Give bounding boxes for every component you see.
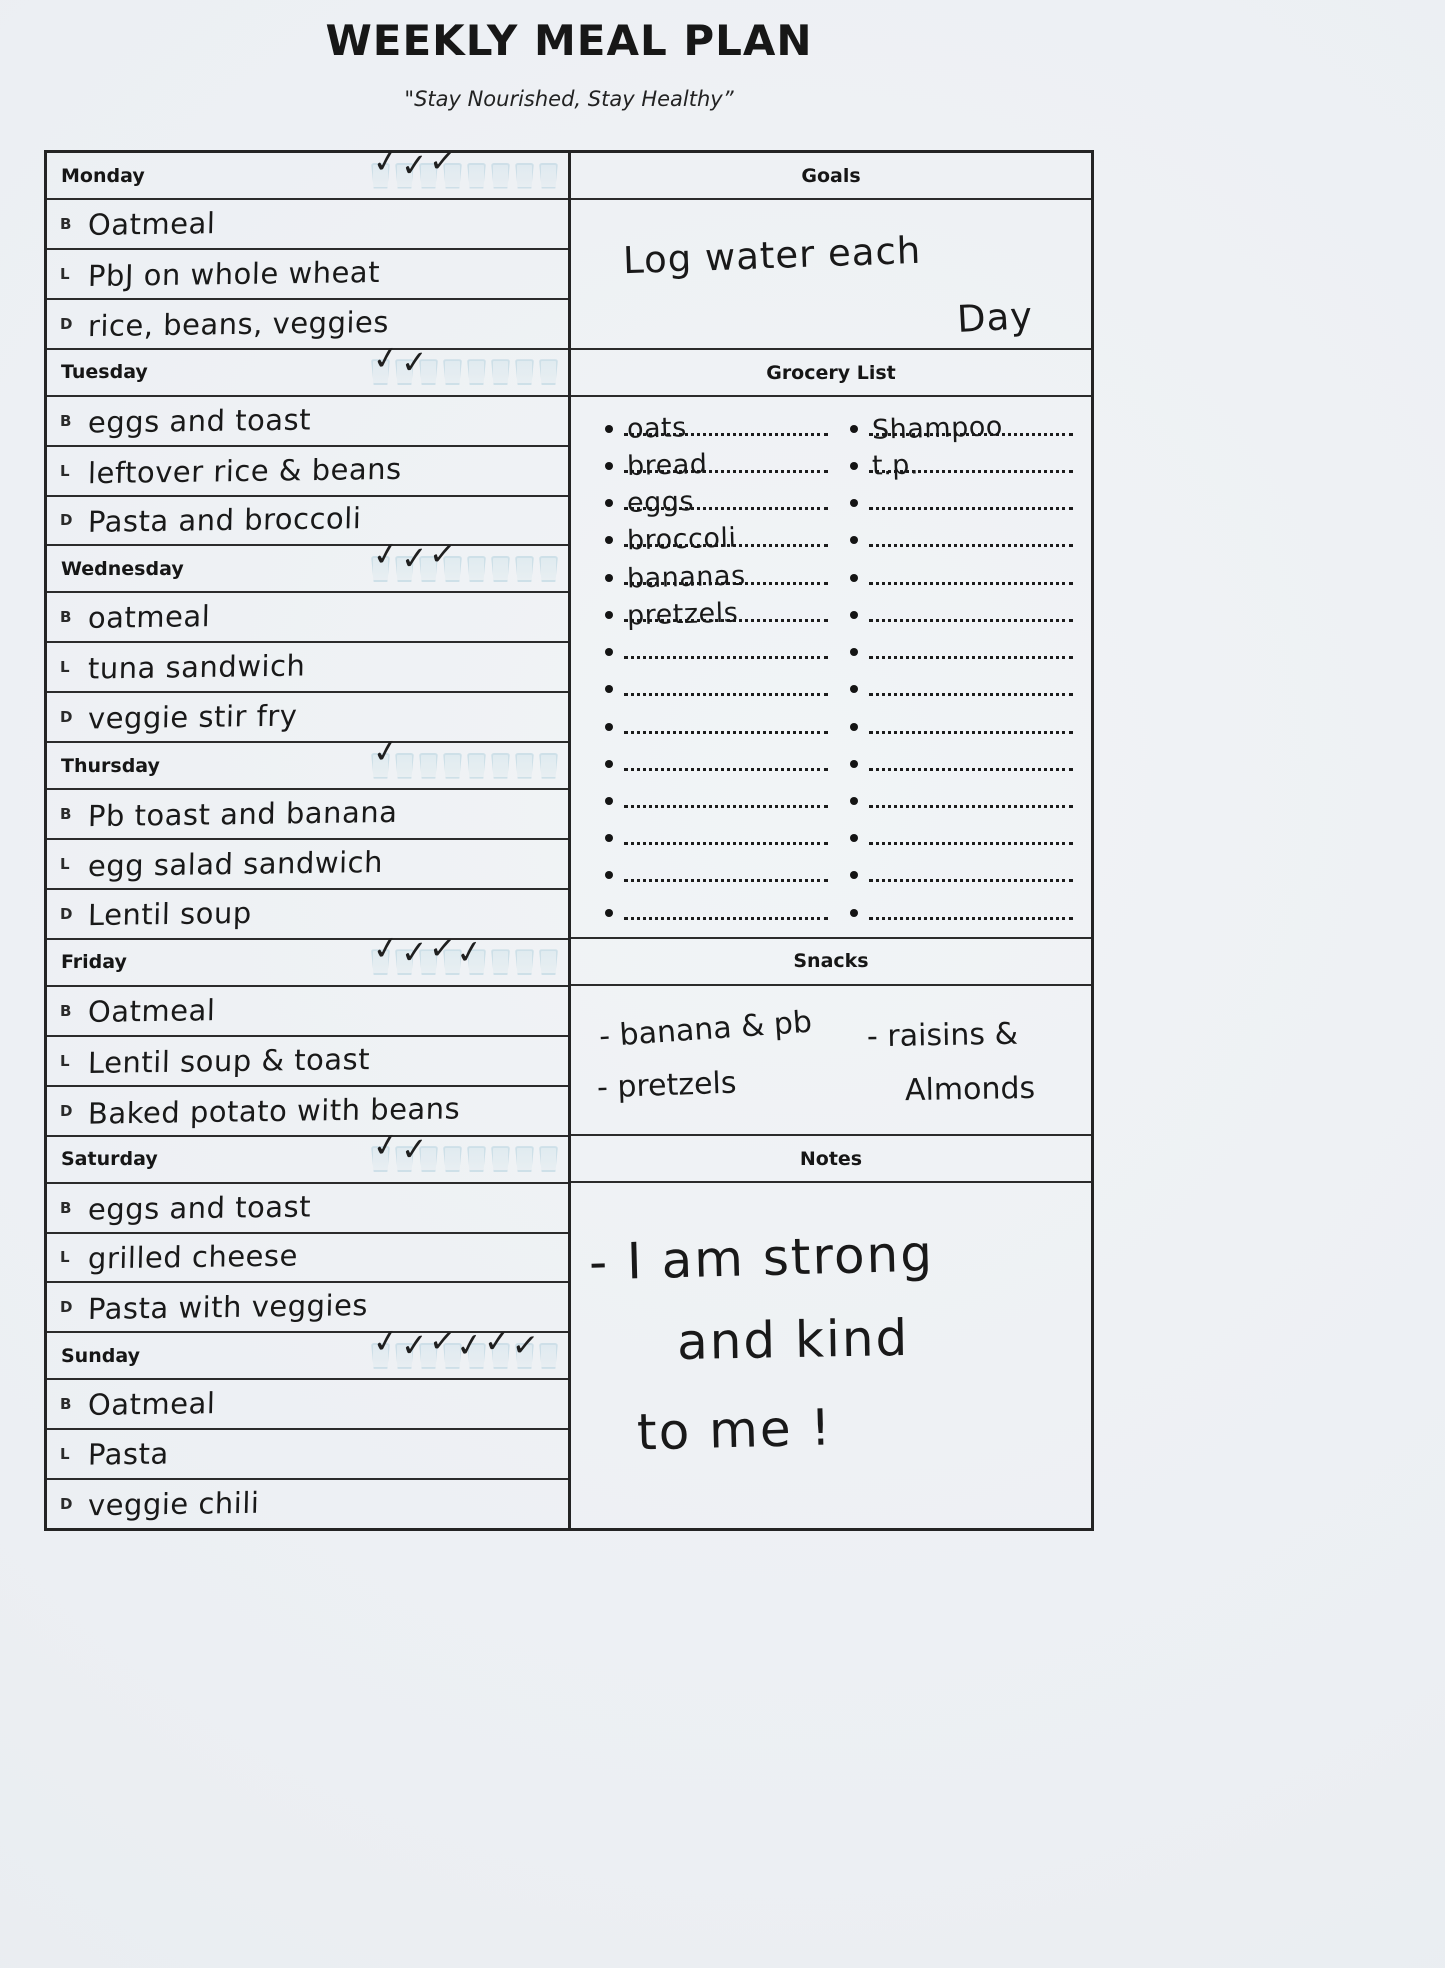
snack-entry: - pretzels — [596, 1065, 738, 1106]
water-glass-icon — [515, 949, 534, 975]
water-glass-icon — [539, 949, 558, 975]
dotted-line — [869, 507, 1073, 510]
bullet-icon — [850, 611, 858, 619]
day-label: Thursday — [61, 754, 160, 777]
bullet-icon — [605, 909, 613, 917]
grocery-item — [850, 592, 1073, 629]
check-marks — [369, 730, 402, 772]
meal-row — [47, 248, 568, 298]
meal-entry: Oatmeal — [87, 1386, 216, 1423]
check-marks — [369, 533, 458, 578]
grocery-item — [605, 666, 828, 703]
meal-row — [47, 1380, 568, 1428]
checkmark-icon: ✓ — [427, 141, 458, 181]
checkmark-icon: ✓ — [453, 1324, 486, 1366]
water-glass-icon — [491, 556, 510, 582]
water-glass-icon — [515, 753, 534, 779]
checkmark-icon: ✓ — [427, 1321, 458, 1362]
meal-letter: D — [60, 904, 73, 923]
bullet-icon — [850, 536, 858, 544]
day-label: Monday — [61, 164, 145, 187]
dotted-line — [624, 731, 828, 734]
water-glass-icon — [467, 753, 486, 779]
checkmark-icon: ✓ — [510, 1325, 541, 1366]
dotted-line — [869, 768, 1073, 771]
meal-letter: L — [60, 1051, 70, 1070]
water-glass-icon — [443, 359, 462, 385]
bullet-icon — [850, 834, 858, 842]
meal-entry: veggie chili — [87, 1485, 260, 1523]
grocery-item — [605, 741, 828, 778]
grocery-entry: t.p. — [871, 449, 920, 482]
checkmark-icon: ✓ — [400, 1129, 429, 1169]
grocery-item — [850, 703, 1073, 740]
grocery-item — [850, 666, 1073, 703]
meal-row — [47, 987, 568, 1035]
check-marks — [369, 927, 486, 973]
meal-entry: grilled cheese — [87, 1238, 299, 1276]
dotted-line — [624, 522, 828, 557]
water-glass-icon — [539, 163, 558, 189]
page-subtitle: "Stay Nourished, Stay Healthy” — [404, 87, 734, 111]
water-glass-icon — [491, 359, 510, 385]
meal-row — [47, 1085, 568, 1135]
meal-letter: B — [60, 1198, 72, 1217]
grocery-column-left — [605, 405, 828, 926]
meal-row — [47, 691, 568, 741]
dotted-line — [624, 768, 828, 771]
snacks-section — [571, 937, 1091, 1134]
meal-row — [47, 888, 568, 938]
grocery-item — [605, 443, 828, 480]
bullet-icon — [605, 760, 613, 768]
day-header — [47, 1123, 568, 1184]
dotted-line — [624, 597, 828, 632]
water-glass-icon — [443, 753, 462, 779]
water-glass-icon — [467, 359, 486, 385]
grocery-item — [850, 517, 1073, 554]
meal-entry: Lentil soup & toast — [87, 1041, 371, 1080]
snack-entry: - banana & pb — [598, 1004, 814, 1055]
note-text-line3: to me ! — [636, 1398, 834, 1462]
bullet-icon — [850, 574, 858, 582]
dotted-line — [869, 842, 1073, 845]
dotted-line — [869, 449, 1073, 482]
checkmark-icon: ✓ — [400, 1325, 429, 1365]
grocery-item — [850, 480, 1073, 517]
check-marks — [369, 1123, 429, 1169]
dotted-line — [869, 731, 1073, 734]
goals-heading: Goals — [571, 153, 1091, 200]
grocery-content — [571, 397, 1091, 936]
grocery-entry: Shampoo — [871, 410, 1004, 446]
meal-entry: Pasta — [87, 1436, 170, 1472]
meal-letter: D — [60, 708, 73, 727]
water-glass-icon — [491, 163, 510, 189]
bullet-icon — [605, 648, 613, 656]
goals-content — [571, 200, 1091, 348]
meal-row — [47, 200, 568, 248]
bullet-icon — [605, 723, 613, 731]
grocery-item — [605, 629, 828, 666]
meal-row — [47, 445, 568, 495]
meal-row — [47, 641, 568, 691]
goal-text-line1: Log water each — [622, 228, 922, 283]
grocery-column-right — [850, 405, 1073, 926]
bullet-icon — [605, 499, 613, 507]
grocery-item — [605, 592, 828, 632]
dotted-line — [624, 917, 828, 920]
checkmark-icon: ✓ — [369, 730, 402, 772]
dotted-line — [624, 879, 828, 882]
grocery-item — [850, 443, 1073, 480]
grocery-item — [605, 889, 828, 926]
grocery-entry: bananas — [626, 560, 746, 595]
water-glass-icon — [443, 1146, 462, 1172]
bullet-icon — [850, 685, 858, 693]
day-label: Wednesday — [61, 557, 184, 580]
bullet-icon — [850, 499, 858, 507]
snacks-heading: Snacks — [571, 939, 1091, 986]
grocery-entry: oats — [626, 411, 688, 445]
checkmark-icon: ✓ — [369, 927, 402, 969]
dotted-line — [869, 917, 1073, 920]
meal-letter: L — [60, 264, 70, 283]
dotted-line — [624, 656, 828, 659]
water-glass-icon — [515, 1146, 534, 1172]
meal-row — [47, 1428, 568, 1478]
notes-content — [571, 1183, 1091, 1528]
grocery-entry: eggs — [626, 486, 695, 520]
bullet-icon — [605, 685, 613, 693]
bullet-icon — [850, 648, 858, 656]
meal-row — [47, 397, 568, 445]
bullet-icon — [605, 574, 613, 582]
checkmark-icon: ✓ — [400, 538, 429, 578]
grocery-item — [850, 741, 1073, 778]
meal-letter: L — [60, 855, 70, 874]
grocery-item — [605, 480, 828, 520]
day-header — [47, 1320, 568, 1380]
grocery-item — [850, 629, 1073, 666]
checkmark-icon: ✓ — [483, 1321, 512, 1361]
meal-letter: B — [60, 1395, 72, 1414]
day-label: Friday — [61, 951, 127, 974]
water-tracker — [369, 1320, 558, 1378]
meal-entry: Pasta and broccoli — [87, 501, 362, 540]
day-header — [47, 533, 568, 593]
days-column — [47, 140, 571, 1528]
day-header — [47, 730, 568, 790]
meal-row — [47, 790, 568, 838]
grocery-section — [571, 348, 1091, 936]
water-tracker — [369, 337, 558, 395]
bullet-icon — [605, 611, 613, 619]
day-section-tuesday — [47, 337, 568, 545]
day-section-wednesday — [47, 533, 568, 741]
meal-letter: D — [60, 511, 73, 530]
water-glass-icon — [539, 359, 558, 385]
meal-letter: D — [60, 1101, 73, 1120]
meal-letter: L — [60, 1248, 70, 1267]
meal-letter: B — [60, 608, 72, 627]
meal-letter: L — [60, 658, 70, 677]
meal-letter: B — [60, 805, 72, 824]
water-glass-icon — [467, 556, 486, 582]
day-label: Saturday — [61, 1148, 158, 1171]
weekly-meal-plan-table — [44, 140, 1094, 1531]
checkmark-icon: ✓ — [400, 932, 429, 972]
dotted-line — [624, 693, 828, 696]
checkmark-icon: ✓ — [369, 1320, 402, 1363]
check-marks — [369, 140, 458, 185]
grocery-entry: bread — [626, 448, 708, 482]
page-title: WEEKLY MEAL PLAN — [325, 16, 813, 65]
meal-entry: Pb toast and banana — [87, 794, 398, 834]
bullet-icon — [605, 871, 613, 879]
water-glass-icon — [491, 949, 510, 975]
note-text-line2: and kind — [676, 1309, 910, 1372]
check-marks — [369, 337, 429, 382]
meal-entry: eggs and toast — [87, 402, 312, 440]
notes-section — [571, 1134, 1091, 1528]
note-text-line1: - I am strong — [588, 1224, 935, 1292]
grocery-item — [605, 703, 828, 740]
bullet-icon — [605, 536, 613, 544]
meal-letter: B — [60, 411, 72, 430]
meal-row — [47, 298, 568, 348]
water-glass-icon — [515, 163, 534, 189]
water-glass-icon — [467, 163, 486, 189]
dotted-line — [624, 560, 828, 595]
meal-letter: D — [60, 1298, 73, 1317]
dotted-line — [869, 410, 1073, 446]
water-glass-icon — [539, 556, 558, 582]
grocery-entry: pretzels — [626, 597, 739, 632]
meal-letter: D — [60, 314, 73, 333]
day-header — [47, 140, 568, 200]
day-label: Sunday — [61, 1344, 140, 1367]
dotted-line — [869, 693, 1073, 696]
meal-row — [47, 1184, 568, 1232]
water-glass-icon — [467, 1146, 486, 1172]
notes-heading: Notes — [571, 1136, 1091, 1183]
bullet-icon — [605, 797, 613, 805]
day-section-sunday — [47, 1320, 568, 1528]
water-glass-icon — [515, 359, 534, 385]
water-glass-icon — [491, 753, 510, 779]
grocery-entry: broccoli — [626, 522, 737, 557]
title-block — [44, 16, 1094, 111]
meal-entry: rice, beans, veggies — [87, 304, 390, 343]
water-glass-icon — [539, 753, 558, 779]
day-section-monday — [47, 140, 568, 348]
dotted-line — [624, 486, 828, 520]
water-tracker — [369, 533, 558, 591]
water-tracker — [369, 927, 558, 985]
checkmark-icon: ✓ — [427, 534, 458, 575]
dotted-line — [624, 411, 828, 445]
dotted-line — [869, 582, 1073, 585]
day-section-friday — [47, 927, 568, 1135]
meal-entry: Pasta with veggies — [87, 1288, 369, 1327]
meal-entry: tuna sandwich — [87, 648, 306, 686]
checkmark-icon: ✓ — [369, 1123, 402, 1166]
snack-entry: - raisins & — [866, 1016, 1019, 1055]
dotted-line — [869, 544, 1073, 547]
bullet-icon — [850, 760, 858, 768]
meal-letter: L — [60, 461, 70, 480]
checkmark-icon: ✓ — [369, 533, 402, 576]
snack-entry: Almonds — [904, 1070, 1036, 1108]
bullet-icon — [605, 834, 613, 842]
meal-row — [47, 1035, 568, 1085]
grocery-item — [850, 889, 1073, 926]
meal-entry: leftover rice & beans — [87, 451, 403, 490]
grocery-item — [850, 778, 1073, 815]
grocery-item — [850, 852, 1073, 889]
dotted-line — [869, 805, 1073, 808]
water-glass-icon — [419, 753, 438, 779]
dotted-line — [624, 448, 828, 482]
dotted-line — [624, 805, 828, 808]
meal-row — [47, 495, 568, 545]
water-glass-icon — [515, 556, 534, 582]
dotted-line — [869, 656, 1073, 659]
bullet-icon — [605, 425, 613, 433]
grocery-item — [605, 517, 828, 557]
water-glass-icon — [539, 1146, 558, 1172]
checkmark-icon: ✓ — [400, 342, 429, 382]
right-column — [571, 153, 1091, 1528]
day-header — [47, 337, 568, 397]
bullet-icon — [850, 909, 858, 917]
checkmark-icon: ✓ — [400, 145, 429, 185]
water-tracker — [369, 1123, 558, 1182]
grocery-item — [850, 554, 1073, 591]
meal-entry: oatmeal — [87, 599, 211, 636]
meal-entry: Oatmeal — [87, 206, 216, 242]
dotted-line — [869, 619, 1073, 622]
day-section-thursday — [47, 730, 568, 938]
meal-entry: egg salad sandwich — [87, 844, 384, 884]
water-glass-icon — [491, 1146, 510, 1172]
meal-entry: Lentil soup — [87, 895, 253, 933]
meal-letter: B — [60, 1001, 72, 1020]
grocery-item — [605, 815, 828, 852]
bullet-icon — [850, 797, 858, 805]
day-label: Tuesday — [61, 361, 148, 384]
dotted-line — [869, 879, 1073, 882]
grocery-item — [850, 815, 1073, 852]
grocery-item — [605, 778, 828, 815]
meal-entry: Baked potato with beans — [87, 1091, 461, 1131]
snacks-content — [571, 986, 1091, 1134]
bullet-icon — [850, 723, 858, 731]
meal-letter: D — [60, 1495, 73, 1514]
dotted-line — [624, 842, 828, 845]
day-section-saturday — [47, 1123, 568, 1332]
checkmark-icon: ✓ — [369, 140, 402, 182]
check-marks — [369, 1320, 541, 1366]
bullet-icon — [605, 462, 613, 470]
grocery-item — [605, 852, 828, 889]
bullet-icon — [850, 425, 858, 433]
checkmark-icon: ✓ — [453, 931, 486, 973]
grocery-item — [605, 554, 828, 595]
goals-section — [571, 153, 1091, 348]
meal-row — [47, 838, 568, 888]
meal-row — [47, 1232, 568, 1282]
meal-letter: B — [60, 214, 72, 233]
checkmark-icon: ✓ — [427, 927, 458, 968]
meal-entry: Oatmeal — [87, 992, 216, 1029]
meal-row — [47, 1478, 568, 1528]
grocery-item — [850, 405, 1073, 446]
water-tracker — [369, 730, 558, 788]
meal-letter: L — [60, 1445, 70, 1464]
bullet-icon — [850, 462, 858, 470]
meal-entry: PbJ on whole wheat — [87, 254, 381, 293]
meal-entry: veggie stir fry — [87, 698, 298, 736]
meal-row — [47, 593, 568, 641]
meal-entry: eggs and toast — [87, 1188, 312, 1227]
goal-text-line2: Day — [955, 294, 1035, 341]
day-header — [47, 927, 568, 987]
water-glass-icon — [539, 1343, 558, 1369]
bullet-icon — [850, 871, 858, 879]
grocery-heading: Grocery List — [571, 350, 1091, 397]
water-tracker — [369, 140, 558, 198]
grocery-item — [605, 405, 828, 445]
checkmark-icon: ✓ — [369, 337, 402, 379]
